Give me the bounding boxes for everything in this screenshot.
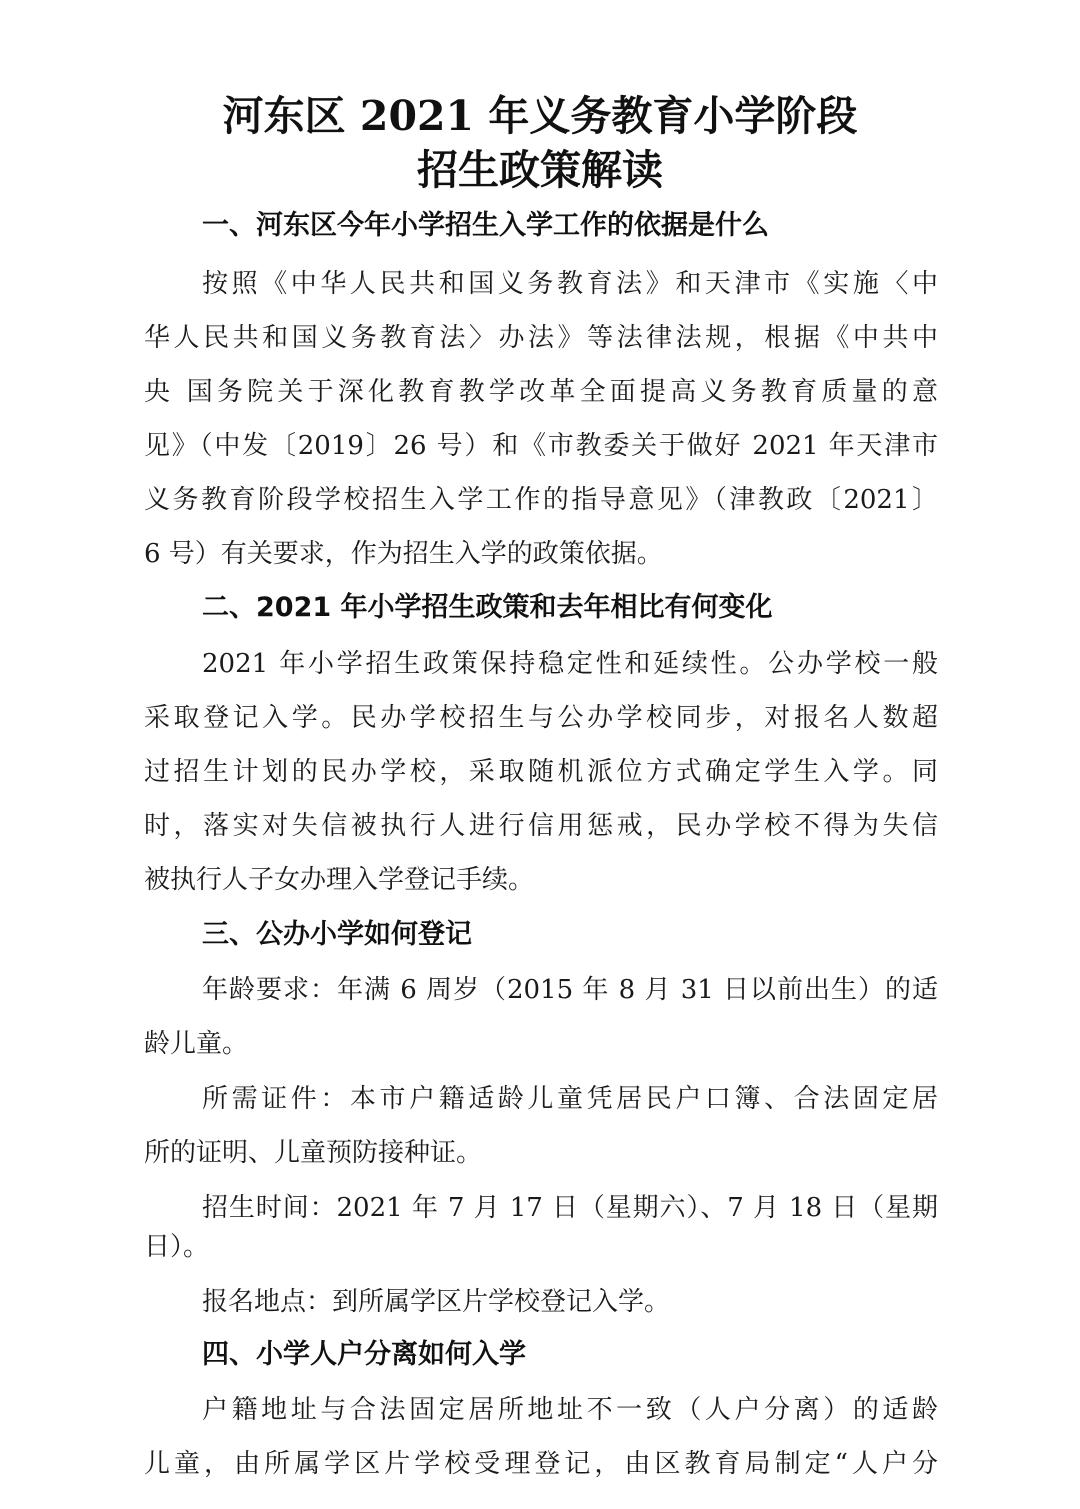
section-1-line-6: 6 号）有关要求，作为招生入学的政策依据。 [144,539,663,569]
section-3-line-6: 日）。 [144,1232,210,1262]
section-2-line-2: 采取登记入学。民办学校招生与公办学校同步，对报名人数超 [144,703,938,733]
section-3-line-7: 报名地点：到所属学区片学校登记入学。 [202,1287,671,1317]
section-1-heading: 一、河东区今年小学招生入学工作的依据是什么 [202,210,769,241]
section-1-line-5: 义务教育阶段学校招生入学工作的指导意见》（津教政〔2021〕 [144,485,938,515]
section-3-line-4: 所的证明、儿童预防接种证。 [144,1138,483,1168]
section-3-line-5: 招生时间：2021 年 7 月 17 日（星期六）、7 月 18 日（星期 [202,1193,938,1223]
section-1-line-2: 华人民共和国义务教育法〉办法》等法律法规，根据《中共中 [144,323,938,353]
section-1-line-4: 见》（中发〔2019〕26 号）和《市教委关于做好 2021 年天津市 [144,431,938,461]
section-2-heading: 二、2021 年小学招生政策和去年相比有何变化 [202,592,773,623]
section-2-line-1: 2021 年小学招生政策保持稳定性和延续性。公办学校一般 [202,649,938,679]
section-4-heading: 四、小学人户分离如何入学 [202,1339,526,1370]
document-title-line-1: 河东区 2021 年义务教育小学阶段 [222,92,858,140]
section-1-line-3: 央 国务院关于深化教育教学改革全面提高义务教育质量的意 [144,377,938,407]
section-4-line-1: 户籍地址与合法固定居所地址不一致（人户分离）的适龄 [202,1395,938,1425]
section-3-line-2: 龄儿童。 [144,1029,249,1059]
section-4-line-2: 儿童，由所属学区片学校受理登记，由区教育局制定“人户分 [144,1449,938,1479]
section-3-heading: 三、公办小学如何登记 [202,919,472,950]
section-2-line-4: 时，落实对失信被执行人进行信用惩戒，民办学校不得为失信 [144,811,938,841]
section-3-line-1: 年龄要求：年满 6 周岁（2015 年 8 月 31 日以前出生）的适 [202,975,938,1005]
section-1-line-1: 按照《中华人民共和国义务教育法》和天津市《实施〈中 [202,269,938,299]
document-title-line-2: 招生政策解读 [417,146,663,194]
section-2-line-3: 过招生计划的民办学校，采取随机派位方式确定学生入学。同 [144,757,938,787]
section-3-line-3: 所需证件：本市户籍适龄儿童凭居民户口簿、合法固定居 [202,1084,938,1114]
section-2-line-5: 被执行人子女办理入学登记手续。 [144,865,535,895]
